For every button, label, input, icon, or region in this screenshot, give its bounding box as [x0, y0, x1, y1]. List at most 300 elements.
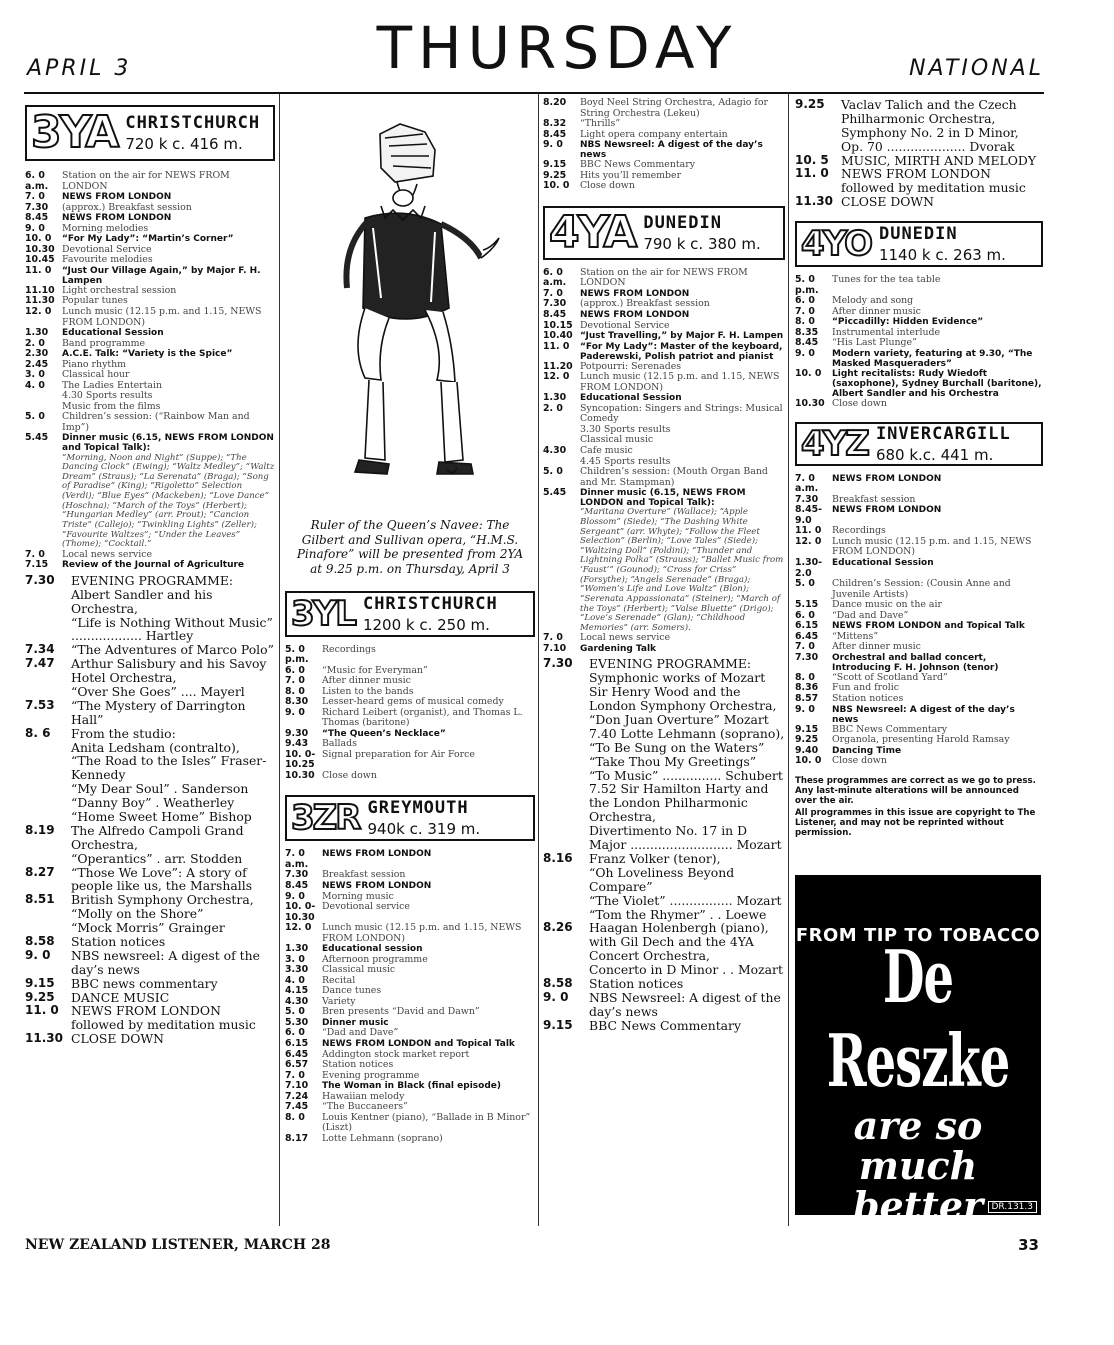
ad-brand: De Reszke: [826, 936, 1010, 1104]
schedule-entry: [25, 588, 275, 616]
entry-time: 6.15: [285, 1037, 309, 1049]
station-box-4ya: [543, 206, 785, 260]
entry-description: “Just Travelling,” by Major F. H. Lampen: [580, 331, 784, 342]
evening-list-4ya: [543, 657, 785, 1032]
entry-time: 7.15: [25, 559, 49, 571]
entry-description: Recital: [322, 974, 356, 986]
entry-description: Station notices: [71, 934, 166, 949]
entry-description: “Thrills”: [580, 118, 621, 130]
column-3yl-3zr: [285, 98, 535, 1144]
entry-time: 7.30: [25, 201, 49, 213]
schedule-entry: [285, 771, 535, 782]
schedule-entry: [543, 769, 785, 783]
entry-description: Educational Session: [62, 328, 164, 339]
entry-description: “Oh Loveliness Beyond Compare”: [589, 864, 735, 894]
schedule-entry: [25, 796, 275, 810]
entry-description: BBC News Commentary: [589, 1017, 741, 1033]
entry-description: Hits you’ll remember: [580, 169, 682, 181]
entry-description: British Symphony Orchestra,: [71, 892, 254, 908]
entry-time: [25, 741, 71, 755]
entry-description: “Take Thou My Greetings”: [589, 753, 757, 769]
entry-time: 8.20: [543, 97, 567, 108]
entry-description: “Molly on the Shore”: [71, 906, 204, 922]
entry-time: 8. 0: [795, 316, 815, 328]
entry-time: 9. 0: [25, 947, 51, 962]
schedule-list-4ya: [543, 268, 785, 655]
entry-time: 8.35: [795, 326, 819, 338]
schedule-entry: [795, 275, 1043, 296]
schedule-entry: [795, 154, 1043, 168]
entry-description: EVENING PROGRAMME:: [71, 572, 234, 588]
schedule-entry: [25, 685, 275, 699]
entry-description: “For My Lady”: “Martin’s Corner”: [62, 234, 234, 245]
entry-description: “Those We Love”: A story of people like us, the Marshalls: [71, 864, 253, 894]
column-4yo-4yz: [795, 98, 1043, 839]
entry-time: 7. 0: [795, 641, 815, 653]
entry-time: 8.45: [543, 128, 567, 140]
schedule-entry: [25, 741, 275, 755]
schedule-entry: [543, 140, 785, 160]
entry-description: Devotional Service: [62, 243, 152, 255]
entry-description: Close down: [580, 180, 635, 192]
schedule-entry: [25, 574, 275, 588]
entry-time: 11. 0: [25, 264, 52, 276]
entry-time: 10. 0: [795, 368, 822, 379]
entry-time: [543, 769, 589, 783]
entry-description: “The Violet” ................ Mozart: [589, 892, 782, 908]
schedule-entry: [543, 908, 785, 922]
station-logo: 4YA: [549, 206, 636, 258]
entry-time: 6.45: [795, 630, 819, 642]
station-name: DUNEDIN: [643, 212, 722, 233]
entry-description: CLOSE DOWN: [71, 1031, 165, 1047]
entry-description: “The Adventures of Marco Polo”: [71, 642, 274, 658]
station-box-3zr: [285, 795, 535, 841]
entry-description: Children’s Session: (Cousin Anne and Juvenile Artists): [832, 578, 1011, 600]
entry-description: “Music for Everyman”: [322, 664, 428, 676]
schedule-entry: [25, 921, 275, 935]
entry-time: 4. 0: [285, 974, 305, 986]
entry-time: 5. 0 p.m.: [795, 274, 819, 296]
entry-description: Richard Leibert (organist), and Thomas L. Thomas (baritone): [322, 706, 523, 729]
entry-description: Review of the Journal of Agriculture: [62, 560, 245, 571]
schedule-entry: [795, 474, 1043, 495]
entry-time: 2.30: [25, 348, 49, 360]
entry-description: Breakfast session: [832, 493, 916, 505]
entry-description: Recordings: [832, 525, 886, 537]
entry-time: 12. 0: [543, 371, 570, 383]
entry-description: “The Road to the Isles” Fraser-Kennedy: [71, 753, 267, 783]
entry-description: “Mittens”: [832, 630, 879, 642]
entry-time: 8.45-9.0: [795, 504, 823, 526]
entry-description: “Over She Goes” .... Mayerl: [71, 683, 245, 699]
entry-description: NEWS FROM LONDON: [322, 881, 432, 891]
entry-time: 7. 0: [25, 191, 45, 203]
schedule-entry: [285, 881, 535, 892]
entry-time: 1.30: [543, 392, 567, 404]
entry-description: Vaclav Talich and the Czech Philharmonic Orchestra,: [841, 97, 1017, 126]
entry-time: 11.30: [25, 295, 55, 307]
entry-time: 7.53: [25, 697, 55, 712]
schedule-entry: [285, 1071, 535, 1082]
schedule-entry: [285, 1134, 535, 1145]
entry-time: 8.58: [543, 975, 573, 990]
station-frequency: 940k c. 319 m.: [367, 820, 481, 839]
entry-time: 7. 0 a.m.: [795, 472, 819, 495]
entry-time: 9.25: [795, 97, 825, 111]
entry-time: 7. 0: [285, 675, 305, 687]
entry-time: 5.45: [25, 432, 49, 444]
entry-description: Music from the films: [62, 400, 161, 412]
schedule-entry: [25, 550, 275, 561]
entry-description: Educational Session: [832, 558, 934, 569]
entry-description: 3.30 Sports results: [580, 423, 671, 435]
schedule-entry: [795, 307, 1043, 318]
station-box-3yl: [285, 591, 535, 637]
schedule-entry: [543, 866, 785, 894]
entry-description: Lunch music (12.15 p.m. and 1.15, NEWS FROM LONDON): [832, 535, 1032, 558]
entry-description: BBC news commentary: [71, 975, 218, 991]
schedule-entry: [285, 645, 535, 666]
entry-time: 7.34: [25, 642, 55, 657]
entry-description: “Morning, Noon and Night” (Suppe); “The Dancing Clock” (Ewing); “Waltz Medley”; “Waltz Dream” (Straus); “La Serenata” (Braga); “Song of Paradise” (King); “Rigoletto” Selection (Verdi); “Blue Eyes” (Mackeben); “Love Dance” (Hoschna); “March of the Toys” (Herbert); “Hungarian Medley” (arr. Prout); “Cancion Triste” (Callejo); “Twinkling Lights” (Zeller); “Favourite Waltzes”; “Under the Leaves” (Thome); “Cocktail.”: [62, 452, 275, 550]
entry-time: [25, 754, 71, 782]
entry-description: NEWS FROM LONDON followed by meditation music: [841, 166, 1026, 196]
entry-description: Melody and song: [832, 295, 914, 307]
entry-description: Signal preparation for Air Force: [322, 748, 475, 760]
column-4ya: [543, 98, 785, 1033]
schedule-entry: [25, 643, 275, 657]
entry-description: Addington stock market report: [322, 1048, 470, 1060]
entry-time: 7.30: [795, 651, 819, 663]
entry-description: “Maritana Overture” (Wallace); “Apple Blossom” (Siede); “The Dashing White Sergeant” (arr. Whyte); “Follow the Fleet Selection” (Berlin); “Love Tales” (Siede); “Waltzing Doll” (Poldini); “Thunder and Lightning Polka” (Strauss); “Ballet Music from ‘Faust’” (Gounod); “Cross for Criss” (Forsythe); “Angels Serenade” (Braga); “Women’s Life and Love Waltz” (Blon); “Serenata Appassionata” (Steiner); “March of the Toys” (Herbert); “Valse Bluette” (Drigo); “Love’s Serenade” (Glan); “Childhood Memories” (arr. Somers).: [580, 507, 784, 633]
entry-time: 11.10: [25, 284, 55, 296]
entry-description: Louis Kentner (piano), “Ballade in B Minor” (Liszt): [322, 1111, 531, 1134]
entry-time: [25, 588, 71, 616]
entry-time: [25, 391, 62, 402]
entry-description: Dancing Time: [832, 745, 902, 756]
entry-description: Close down: [832, 398, 887, 410]
entry-description: NEWS FROM LONDON: [580, 310, 690, 320]
entry-description: NEWS FROM LONDON: [322, 849, 432, 860]
entry-time: 7. 0: [543, 632, 563, 644]
schedule-entry: [795, 167, 1043, 195]
schedule-entry: [543, 727, 785, 741]
station-logo: 4YO: [801, 224, 871, 265]
schedule-entry: [25, 935, 275, 949]
entry-description: “Just Our Village Again,” by Major F. H. Lampen: [62, 265, 261, 286]
section-label: NATIONAL: [909, 56, 1044, 81]
schedule-list-3yl: [285, 645, 535, 782]
entry-description: Fun and frolic: [832, 682, 900, 694]
entry-time: 5. 0: [285, 1006, 305, 1018]
cartoon-illustration: [285, 98, 535, 508]
schedule-list-3ya: [25, 171, 275, 571]
entry-description: Band programme: [62, 337, 146, 349]
schedule-entry: [543, 130, 785, 141]
schedule-entry: [25, 1004, 275, 1032]
entry-description: Educational Session: [580, 393, 682, 404]
entry-description: “His Last Plunge”: [832, 337, 917, 349]
entry-description: Arthur Salisbury and his Savoy Hotel Orchestra,: [71, 656, 267, 686]
entry-time: 8. 0: [285, 685, 305, 697]
entry-description: 4.45 Sports results: [580, 455, 671, 467]
entry-time: 4.30: [285, 995, 309, 1007]
entry-time: 8.45: [543, 309, 567, 320]
schedule-entry: [543, 755, 785, 769]
entry-time: 8.32: [543, 118, 567, 130]
schedule-entry: [25, 1032, 275, 1046]
entry-description: Organola, presenting Harold Ramsay: [832, 734, 1010, 746]
entry-time: 10. 0: [795, 755, 822, 767]
entry-time: 5. 0: [543, 466, 563, 478]
entry-description: Potpourri: Serenades: [580, 360, 682, 372]
schedule-entry: [543, 782, 785, 824]
schedule-entry: [543, 310, 785, 321]
entry-description: Dance tunes: [322, 985, 382, 997]
entry-time: 9.15: [543, 159, 567, 171]
entry-time: 7.24: [285, 1090, 309, 1102]
entry-description: A.C.E. Talk: “Variety is the Spice”: [62, 349, 233, 360]
entry-time: 12. 0: [25, 306, 52, 317]
station-name: CHRISTCHURCH: [362, 593, 498, 614]
schedule-entry: [795, 611, 1043, 622]
entry-description: Modern variety, featuring at 9.30, “The Masked Masqueraders”: [832, 348, 1033, 369]
schedule-list-continued: [795, 98, 1043, 209]
schedule-entry: [543, 713, 785, 727]
entry-time: 6. 0: [285, 1027, 305, 1039]
entry-description: Dance music on the air: [832, 599, 942, 611]
entry-description: NEWS FROM LONDON and Topical Talk: [832, 621, 1025, 632]
entry-description: “Don Juan Overture” Mozart: [589, 712, 769, 728]
entry-description: MUSIC, MIRTH AND MELODY: [841, 152, 1037, 168]
entry-time: [25, 616, 71, 644]
entry-time: 8.19: [25, 822, 55, 837]
entry-time: 2. 0: [543, 402, 563, 414]
schedule-entry: [543, 488, 785, 508]
entry-description: Station on the air for NEWS FROM LONDON: [62, 170, 230, 192]
schedule-entry: [25, 754, 275, 782]
station-box-3ya: [25, 105, 275, 161]
entry-description: “To Be Sung on the Waters”: [589, 739, 765, 755]
entry-time: 7.30: [795, 493, 819, 505]
schedule-entry: [795, 579, 1043, 600]
illustration-caption: Ruler of the Queen’s Navee: The Gilbert and Sullivan opera, “H.M.S. Pinafore” will be presented from 2YA at 9.25 p.m. on Thursday, April 3: [296, 518, 524, 576]
entry-description: “My Dear Soul” . Sanderson: [71, 781, 249, 797]
schedule-entry: [543, 299, 785, 310]
entry-time: 7. 0: [25, 548, 45, 560]
entry-time: [543, 894, 589, 908]
advertisement: [795, 875, 1041, 1228]
entry-description: Favourite melodies: [62, 254, 153, 266]
entry-description: NBS Newsreel: A digest of the day’s news: [832, 704, 1015, 725]
schedule-entry: [25, 339, 275, 350]
station-logo: 3ZR: [291, 798, 360, 839]
entry-time: 10.45: [25, 254, 55, 266]
entry-time: 9.25: [543, 169, 567, 181]
schedule-entry: [543, 977, 785, 991]
entry-time: 6. 0: [285, 664, 305, 676]
entry-time: 7. 0: [543, 287, 563, 299]
entry-time: 10. 0: [25, 233, 52, 245]
station-frequency: 1140 k c. 263 m.: [878, 246, 1006, 265]
station-box-4yo: [795, 221, 1043, 267]
entry-time: 9.43: [285, 738, 309, 750]
entry-time: 8. 6: [25, 725, 51, 740]
schedule-entry: [25, 560, 275, 571]
schedule-entry: [543, 404, 785, 425]
entry-time: 8. 0: [285, 1111, 305, 1123]
entry-time: 7.30: [543, 656, 573, 671]
entry-description: Popular tunes: [62, 295, 128, 307]
entry-time: 8.45: [25, 212, 49, 224]
schedule-entry: [543, 321, 785, 332]
column-divider: [788, 94, 789, 1226]
entry-description: The Alfredo Campoli Grand Orchestra,: [71, 822, 244, 852]
schedule-entry: [543, 633, 785, 644]
entry-description: “Dad and Dave”: [322, 1027, 399, 1039]
entry-time: 8.45: [795, 337, 819, 349]
entry-time: 8.57: [795, 693, 819, 705]
entry-description: After dinner music: [322, 675, 411, 687]
schedule-entry: [795, 349, 1043, 369]
entry-description: EVENING PROGRAMME:: [589, 656, 752, 672]
schedule-entry: [795, 399, 1043, 410]
entry-time: [543, 824, 589, 852]
entry-time: [543, 727, 589, 741]
press-note: These programmes are correct as we go to press. Any last-minute alterations will be announced over the air.: [795, 775, 1036, 806]
schedule-entry: [795, 537, 1043, 558]
entry-description: Devotional Service: [580, 319, 670, 331]
entry-time: 9.40: [795, 744, 819, 756]
entry-description: Lesser-heard gems of musical comedy: [322, 696, 504, 708]
entry-time: [25, 796, 71, 810]
entry-time: 8.26: [543, 920, 573, 935]
entry-description: Anita Ledsham (contralto),: [71, 739, 240, 755]
entry-time: [25, 810, 71, 824]
ad-tagline: FROM TIP TO TOBACCO: [795, 925, 1041, 946]
entry-time: 9. 0: [285, 890, 305, 902]
entry-time: 11. 0: [795, 525, 822, 537]
entry-time: 11.30: [25, 1031, 63, 1046]
entry-description: Gardening Talk: [580, 643, 657, 654]
schedule-entry: [25, 852, 275, 866]
entry-time: 7. 0: [285, 1069, 305, 1081]
schedule-entry: [285, 849, 535, 870]
station-frequency: 1200 k c. 250 m.: [362, 615, 490, 634]
entry-description: “Tom the Rhymer” . . Loewe: [589, 906, 767, 922]
entry-time: 6. 0 a.m.: [543, 266, 567, 289]
ad-slogan: are so much better: [852, 1103, 984, 1228]
entry-description: Close down: [832, 755, 887, 767]
entry-time: 5. 0 p.m.: [285, 643, 309, 666]
entry-time: [543, 782, 589, 824]
entry-time: 1.30: [285, 943, 309, 955]
schedule-entry: [25, 782, 275, 796]
entry-time: 6.15: [795, 620, 819, 632]
schedule-entry: [285, 1039, 535, 1050]
schedule-entry: [25, 328, 275, 339]
entry-time: 10.40: [543, 330, 573, 342]
entry-time: 6. 0: [795, 295, 815, 307]
entry-time: [795, 126, 841, 154]
entry-description: Symphonic works of Mozart: [589, 670, 766, 686]
schedule-entry: [25, 699, 275, 727]
entry-description: NEWS FROM LONDON: [580, 288, 690, 299]
entry-time: 11.20: [543, 360, 573, 372]
entry-time: 7.10: [543, 642, 567, 654]
entry-description: DANCE MUSIC: [71, 989, 170, 1005]
entry-time: [543, 908, 589, 922]
schedule-entry: [285, 870, 535, 881]
entry-description: 7.40 Lotte Lehmann (soprano),: [589, 725, 785, 741]
entry-time: 8.51: [25, 892, 55, 907]
entry-description: Instrumental interlude: [832, 326, 941, 338]
entry-description: Lunch music (12.15 p.m. and 1.15, NEWS FROM LONDON): [62, 306, 262, 328]
entry-time: 8.16: [543, 850, 573, 865]
entry-description: Albert Sandler and his Orchestra,: [71, 586, 213, 616]
entry-description: “The Queen’s Necklace”: [322, 728, 446, 739]
entry-time: 10.30: [25, 243, 55, 255]
schedule-entry: [285, 1007, 535, 1018]
entry-description: Station notices: [322, 1059, 394, 1071]
entry-description: Variety: [322, 995, 356, 1007]
entry-time: 8.27: [25, 864, 55, 879]
entry-time: [25, 852, 71, 866]
entry-description: NBS Newsreel: A digest of the day’s news: [580, 140, 763, 161]
schedule-entry: [543, 921, 785, 963]
schedule-entry: [285, 902, 535, 923]
entry-description: “Danny Boy” . Weatherley: [71, 795, 235, 811]
schedule-entry: [25, 977, 275, 991]
entry-description: Light opera company entertain: [580, 128, 728, 140]
schedule-entry: [795, 735, 1043, 746]
entry-time: 6.45: [285, 1048, 309, 1060]
entry-description: Bren presents “David and Dawn”: [322, 1006, 480, 1018]
entry-time: [543, 671, 589, 685]
schedule-entry: [285, 1028, 535, 1039]
entry-description: Evening programme: [322, 1069, 420, 1081]
entry-time: [543, 755, 589, 769]
schedule-entry: [543, 342, 785, 362]
schedule-entry: [543, 467, 785, 488]
copyright-note: All programmes in this issue are copyright to The Listener, and may not be reprinted without permission.: [795, 808, 1036, 839]
entry-description: Ballads: [322, 738, 357, 750]
date-label: APRIL 3: [27, 56, 132, 81]
entry-description: Classical music: [580, 434, 654, 446]
entry-time: 6. 0: [795, 609, 815, 621]
entry-time: 1.30: [25, 327, 49, 339]
schedule-entry: [795, 705, 1043, 725]
entry-time: 11.30: [795, 194, 833, 209]
entry-description: NEWS FROM LONDON: [62, 213, 172, 224]
schedule-entry: [285, 1113, 535, 1134]
schedule-entry: [25, 824, 275, 852]
schedule-entry: [543, 372, 785, 393]
entry-time: 9. 0: [25, 222, 45, 234]
entry-description: After dinner music: [832, 641, 921, 653]
entry-description: Classical music: [322, 964, 396, 976]
schedule-entry: [543, 331, 785, 342]
entry-description: Dinner music (6.15, NEWS FROM LONDON and Topical Talk):: [62, 433, 274, 454]
entry-description: Lunch music (12.15 p.m. and 1.15, NEWS FROM LONDON): [580, 371, 780, 393]
entry-description: NBS Newsreel: A digest of the day’s news: [589, 989, 781, 1019]
entry-time: 9. 0: [543, 139, 563, 151]
entry-time: [543, 741, 589, 755]
entry-description: Classical hour: [62, 369, 130, 381]
entry-description: Divertimento No. 17 in D Major .......................... Mozart: [589, 823, 782, 853]
schedule-list-continued: [543, 98, 785, 192]
